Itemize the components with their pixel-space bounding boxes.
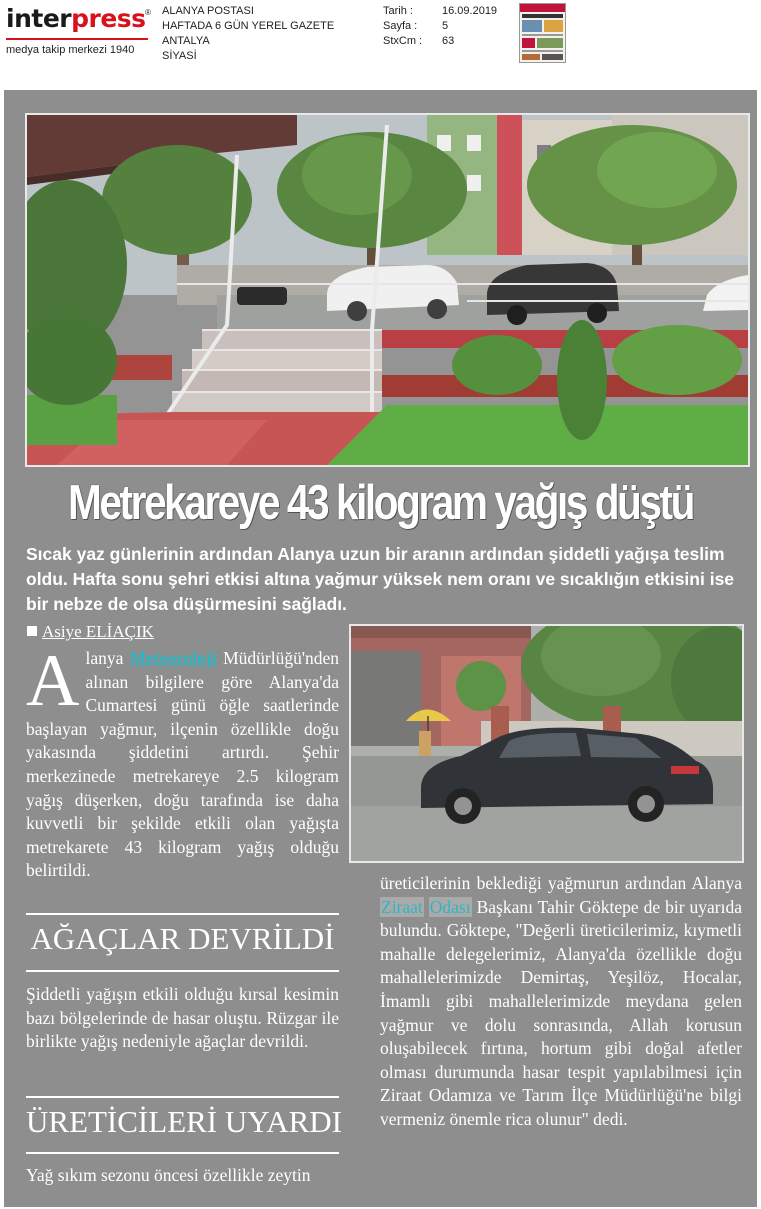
section-divider [26,913,339,915]
date-value: 16.09.2019 [442,5,498,17]
article-paragraph-2: Şiddetli yağışın etkili olduğu kırsal kesimin bazı bölgelerinde de hasar oluştu. Rüzgar ile birlikte yağış nedeniyle ağaçlar devrildi. [26,984,339,1052]
car-in-rain-photo [349,624,744,863]
car-scene-graphic [351,626,742,861]
logo-rule [6,38,148,40]
article-paragraph-3: Yağ sıkım sezonu öncesi özellikle zeytin [26,1165,311,1185]
article-clipping [4,90,757,1207]
article-paragraph-4: üreticilerinin beklediği yağmurun ardından Alanya Ziraat Odası Başkanı Tahir Göktepe de bir uyarıda bulundu. Göktepe, "Değerli üreticilerimiz, kıymetli mahalle delegelerimiz, Alanya'da özellikle doğu mahallelerimizde Demirtaş, Yeşilöz, Hocalar, İmamlı gibi mahallelerimizde meydana gelen yağmur ve dolu sonrasında, Allah korusun oluşabilecek fırtına, hortum gibi doğal afetler olması durumunda hasar tespit yapılabilmesi için Ziraat Odamıza ve Tarım İlçe Müdürlüğü'ne bilgi vermeniz önemle rica olunur" dedi. [380,873,742,1129]
publication-name: ALANYA POSTASI [162,5,254,17]
page-thumbnail[interactable] [519,3,566,63]
page-thumbnail-graphic [520,4,565,62]
subheading-agaclar-devrildi: AĞAÇLAR DEVRİLDİ [30,921,335,956]
page-label: Sayfa : [383,20,418,32]
keyword-meteoroloji: Meteoroloji [129,648,217,668]
article-lead: Sıcak yaz günlerinin ardından Alanya uzun bir aranın ardından şiddetli yağışa teslim oldu. Hafta sonu şehri etkisi altına yağmur yüksek nem oranı ve sıcaklığın etkisini ise bir nebze de olsa düşürmesini sağladı. [26,544,735,614]
publication-city: ANTALYA [162,35,210,47]
publication-frequency: HAFTADA 6 GÜN YEREL GAZETE [162,20,335,32]
page-value: 5 [442,20,449,32]
interpress-logo [4,4,154,60]
publication-category: SİYASİ [162,50,197,62]
subheading-ureticileri-uyardi: ÜRETİCİLERİ UYARDI [26,1104,342,1139]
stxcm-value: 63 [442,35,455,47]
rainy-garden-photo [25,113,750,467]
meta-labels [383,4,422,49]
keyword-ziraat: Ziraat [381,896,423,917]
article-paragraph-1: Alanya Meteoroloji Müdürlüğü'nden alınan bilgilere göre Alanya'da Cumartesi günü öğle saatlerinde başlayan yağmur, ilçenin özellikle doğu yakasında şiddetini artırdı. Şehir merkezinede metrekareye 2.5 kilogram yağış düşerken, doğu tarafında ise daha kuvvetli bir şekilde etkili olan yağışta metrekarete 43 kilogram yağış olduğu belirtildi. [26,640,339,881]
meta-values [442,4,497,49]
drop-cap: A [26,640,80,722]
author-name: Asiye ELİAÇIK [42,622,154,641]
section-divider [26,970,339,972]
clipping-header [0,0,761,90]
section-divider [26,1096,339,1098]
garden-scene-graphic [27,115,748,465]
logo-wordmark: interpress [6,4,146,33]
section-divider [26,1152,339,1154]
publication-info [162,4,334,64]
keyword-odasi: Odası [429,896,471,917]
stxcm-label: StxCm : [383,35,423,47]
article-headline: Metrekareye 43 kilogram yağış düştü [68,476,693,530]
logo-tagline: medya takip merkezi 1940 [6,44,135,56]
square-bullet-icon [27,626,37,636]
date-label: Tarih : [383,5,413,17]
registered-mark: ® [145,8,151,17]
article-byline [27,622,154,642]
